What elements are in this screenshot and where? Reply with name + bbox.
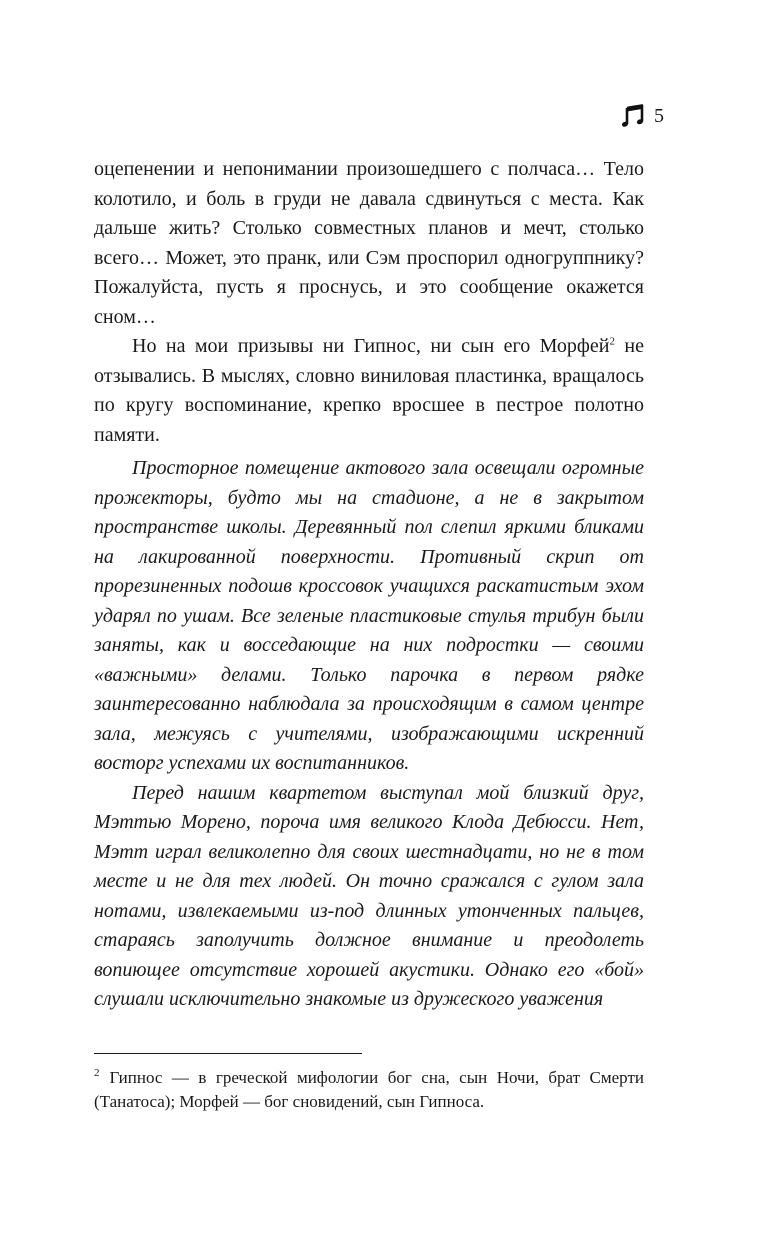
paragraph-hypnos xyxy=(94,332,644,450)
flashback-text xyxy=(94,454,644,1015)
footnote-divider xyxy=(94,1053,362,1054)
paragraph-hypnos-end: не отзывались. В мыслях, словно виниловая пластинка, вращалось по кругу воспоминание, крепко вросшее в пестрое полотно памяти. xyxy=(94,335,644,446)
music-note-icon xyxy=(622,104,644,128)
footnote-reference[interactable]: 2 xyxy=(609,335,615,348)
paragraph-hypnos-start: Но на мои призывы ни Гипнос, ни сын его Морфей xyxy=(132,335,610,357)
body-text-top xyxy=(94,155,644,450)
paragraph-continuation: оцепенении и непонимании произошедшего с полчаса… Тело колотило, и боль в груди не давала сдвинуться с места. Как дальше жить? Столько совместных планов и мечт, столько всего… Может, это пранк, или Сэм проспорил одногруппнику? Пожалуйста, пусть я проснусь, и это сообщение окажется сном… xyxy=(94,158,644,328)
footnote-mark: 2 xyxy=(94,1067,100,1080)
page-header xyxy=(622,104,664,128)
flashback-paragraph-hall: Просторное помещение актового зала освещали огромные прожекторы, будто мы на стадионе, а не в закрытом пространстве школы. Деревянный пол слепил яркими бликами на лакированной поверхности. Противный скрип от прорезиненных подошв кроссовок учащихся раскатистым эхом ударял по ушам. Все зеленые пластиковые стулья трибун были заняты, как и восседающие на них подростки — своими «важными» делами. Только парочка в первом рядке заинтересованно наблюдала за происходящим в самом центре зала, межуясь с учителями, изображающими искренний восторг успехами их воспитанников. xyxy=(94,457,644,774)
footnote xyxy=(94,1066,644,1114)
flashback-paragraph-matthew: Перед нашим квартетом выступал мой близкий друг, Мэттью Морено, пороча имя великого Клода Дебюсси. Нет, Мэтт играл великолепно для своих шестнадцати, но не в том месте и не для тех людей. Он точно сражался с гулом зала нотами, извлекаемыми из-под длинных утонченных пальцев, стараясь заполучить должное внимание и преодолеть вопиющее отсутствие хорошей акустики. Однако его «бой» слушали исключительно знакомые из дружеского уважения xyxy=(94,781,644,1010)
footnote-text: Гипнос — в греческой мифологии бог сна, сын Ночи, брат Смерти (Танатоса); Морфей — бог сновидений, сын Гипноса. xyxy=(94,1068,644,1111)
page-number: 5 xyxy=(654,105,664,127)
